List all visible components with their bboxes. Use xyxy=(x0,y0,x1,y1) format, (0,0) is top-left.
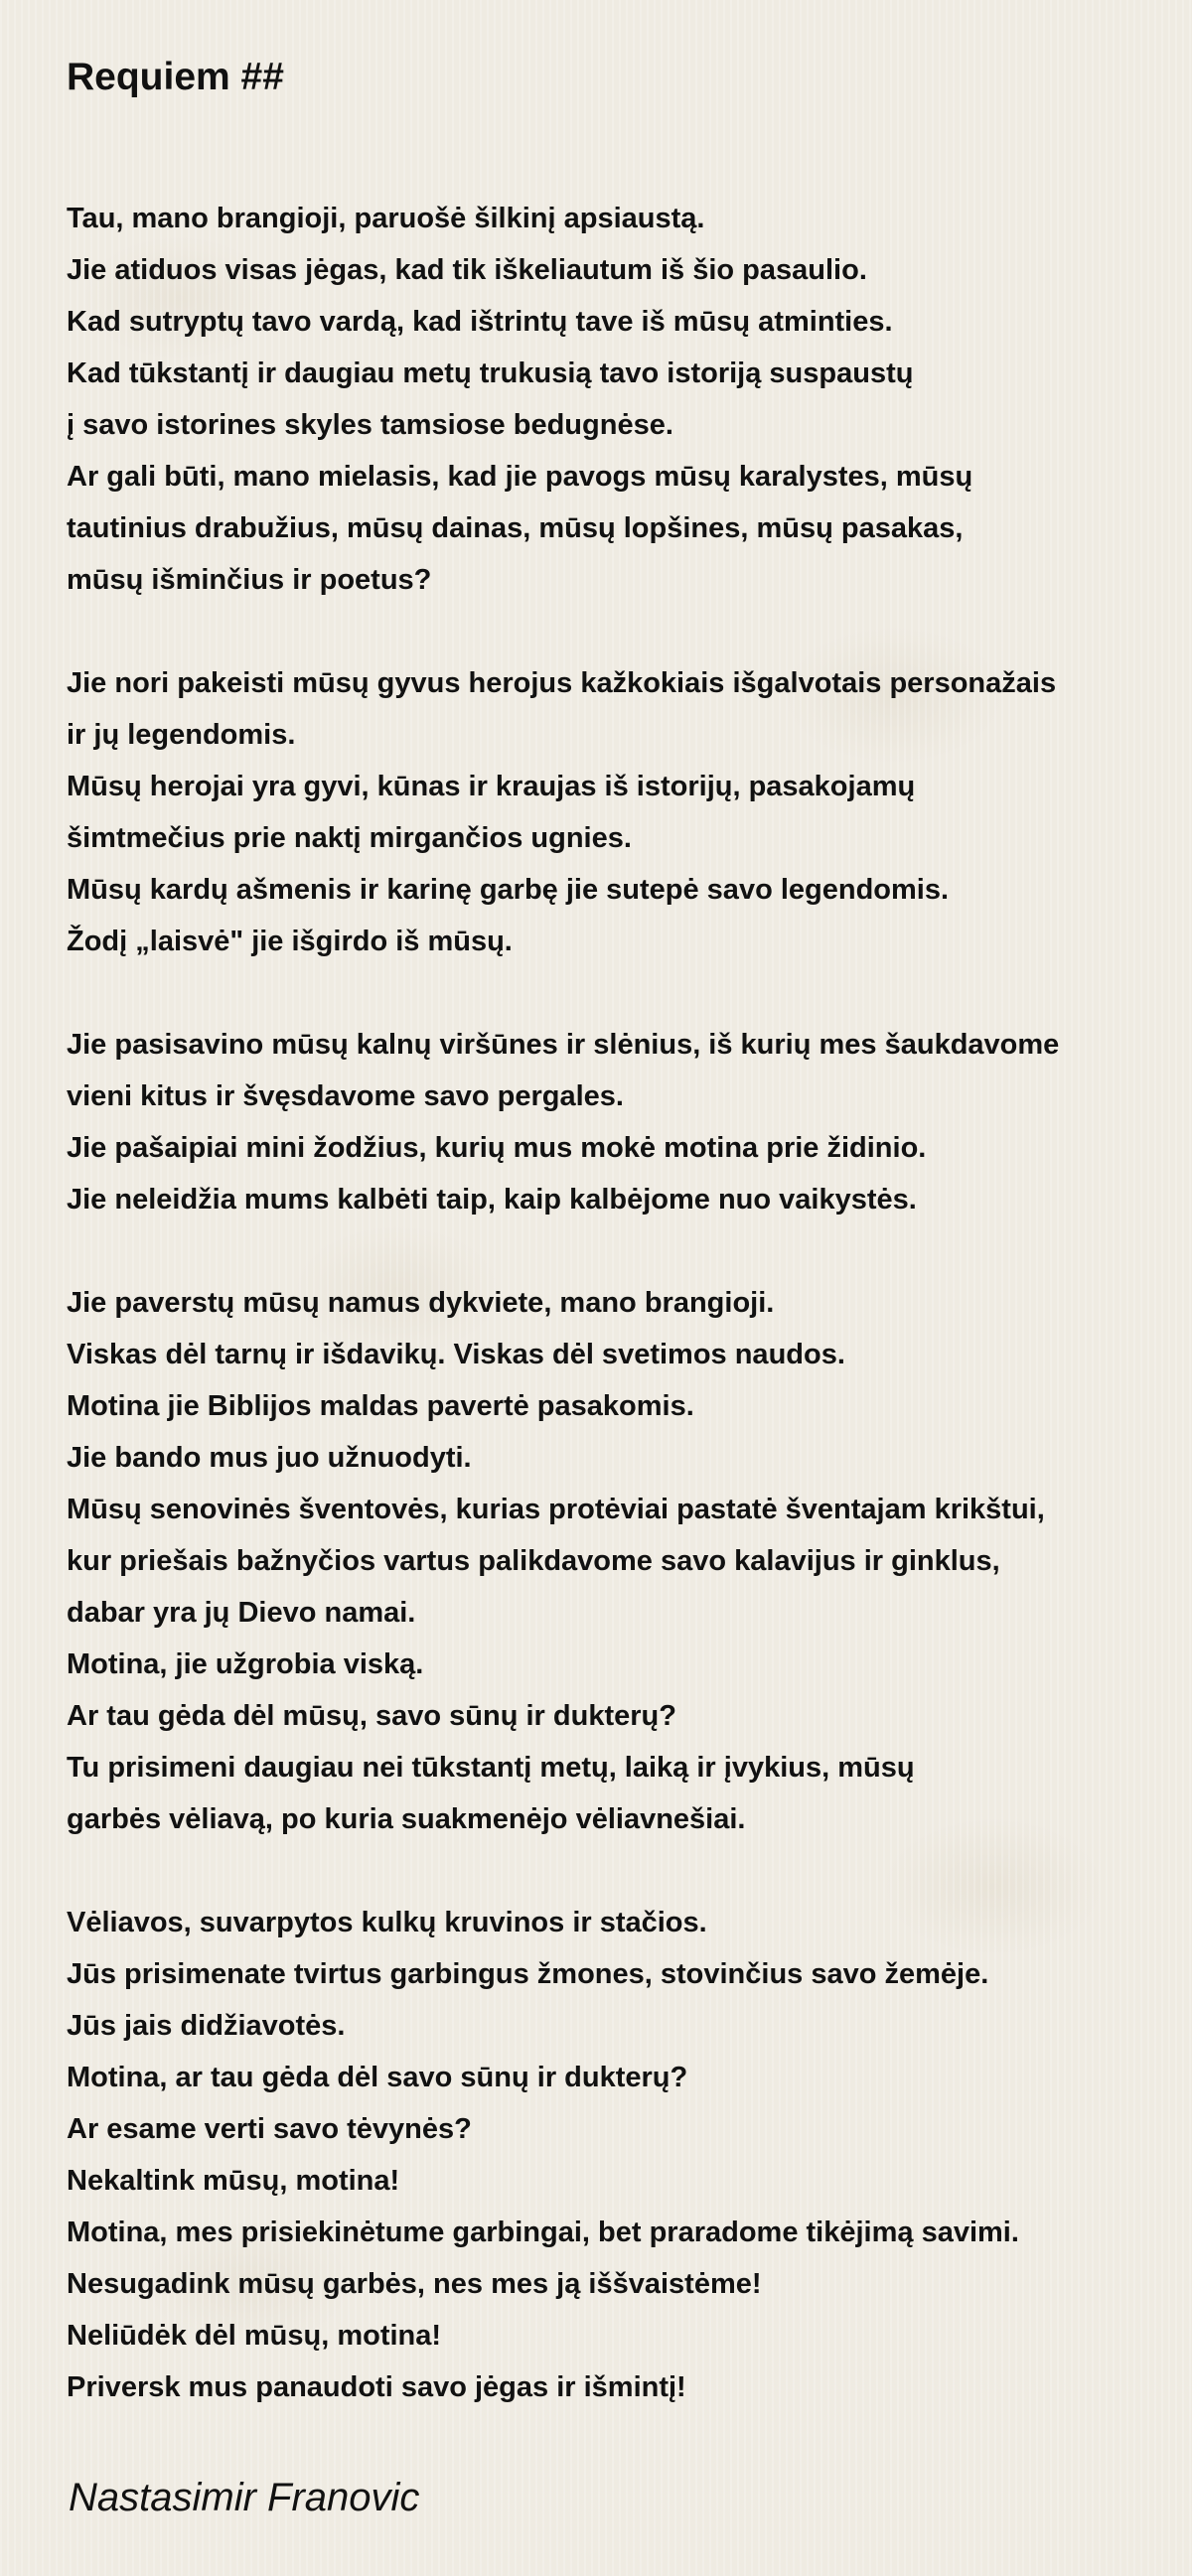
poem-body xyxy=(67,193,1184,2413)
poem-line: Jie nori pakeisti mūsų gyvus herojus kažkokiais išgalvotais personažais xyxy=(67,667,1057,699)
stanza xyxy=(67,1277,1184,1845)
poem-line: vieni kitus ir švęsdavome savo pergales. xyxy=(67,1080,624,1112)
poem-line: Jie bando mus juo užnuodyti. xyxy=(67,1442,472,1474)
poem-line: Mūsų herojai yra gyvi, kūnas ir kraujas iš istorijų, pasakojamų xyxy=(67,771,916,802)
poem-line: į savo istorines skyles tamsiose bedugnėse. xyxy=(67,409,673,441)
poem-line: Tau, mano brangioji, paruošė šilkinį apsiaustą. xyxy=(67,203,705,234)
poem-line: Jie paverstų mūsų namus dykviete, mano brangioji. xyxy=(67,1287,775,1319)
poem-line: dabar yra jų Dievo namai. xyxy=(67,1597,416,1629)
poem-line: Motina jie Biblijos maldas pavertė pasakomis. xyxy=(67,1390,694,1422)
poem-line: šimtmečius prie naktį mirgančios ugnies. xyxy=(67,822,632,854)
poem-line: Nekaltink mūsų, motina! xyxy=(67,2165,400,2197)
poem-line: Motina, jie užgrobia viską. xyxy=(67,1648,424,1680)
poem-line: Kad sutryptų tavo vardą, kad ištrintų tave iš mūsų atminties. xyxy=(67,306,893,338)
poem-line: Nesugadink mūsų garbės, nes mes ją iššvaistėme! xyxy=(67,2268,762,2300)
poem-line: Jie atiduos visas jėgas, kad tik iškeliautum iš šio pasaulio. xyxy=(67,254,867,286)
poem-line: Motina, mes prisiekinėtume garbingai, bet praradome tikėjimą savimi. xyxy=(67,2217,1019,2248)
poem-line: Jie neleidžia mums kalbėti taip, kaip kalbėjome nuo vaikystės. xyxy=(67,1184,917,1216)
poem-line: garbės vėliavą, po kuria suakmenėjo vėliavnešiai. xyxy=(67,1803,746,1835)
poem-line: Mūsų kardų ašmenis ir karinę garbę jie sutepė savo legendomis. xyxy=(67,874,950,906)
poem-line: Motina, ar tau gėda dėl savo sūnų ir dukterų? xyxy=(67,2062,688,2093)
poem-line: Viskas dėl tarnų ir išdavikų. Viskas dėl svetimos naudos. xyxy=(67,1339,845,1370)
poem-line: Neliūdėk dėl mūsų, motina! xyxy=(67,2320,442,2352)
poem-line: tautinius drabužius, mūsų dainas, mūsų lopšines, mūsų pasakas, xyxy=(67,512,964,544)
poem-line: Jūs jais didžiavotės. xyxy=(67,2010,346,2042)
stanza xyxy=(67,657,1184,967)
poem-line: Ar esame verti savo tėvynės? xyxy=(67,2113,472,2145)
poem-line: ir jų legendomis. xyxy=(67,719,296,751)
poem-title: Requiem ## xyxy=(67,56,284,98)
stanza xyxy=(67,193,1184,606)
poem-line: Jie pašaipiai mini žodžius, kurių mus mokė motina prie židinio. xyxy=(67,1132,927,1164)
poem-line: Jie pasisavino mūsų kalnų viršūnes ir slėnius, iš kurių mes šaukdavome xyxy=(67,1029,1060,1061)
poem-line: kur priešais bažnyčios vartus palikdavome savo kalavijus ir ginklus, xyxy=(67,1545,1000,1577)
poem-line: Priversk mus panaudoti savo jėgas ir išmintį! xyxy=(67,2371,686,2403)
poem-author: Nastasimir Franovic xyxy=(69,2476,420,2519)
poem-line: Žodį „laisvė" jie išgirdo iš mūsų. xyxy=(67,926,513,957)
poem-line: Mūsų senovinės šventovės, kurias protėviai pastatė šventajam krikštui, xyxy=(67,1494,1045,1525)
stanza xyxy=(67,1897,1184,2413)
poem-line: Tu prisimeni daugiau nei tūkstantį metų, laiką ir įvykius, mūsų xyxy=(67,1752,915,1784)
poem-line: mūsų išminčius ir poetus? xyxy=(67,564,432,596)
poem-line: Kad tūkstantį ir daugiau metų trukusią tavo istoriją suspaustų xyxy=(67,358,914,389)
poem-line: Ar tau gėda dėl mūsų, savo sūnų ir dukterų? xyxy=(67,1700,676,1732)
poem-line: Vėliavos, suvarpytos kulkų kruvinos ir stačios. xyxy=(67,1907,707,1938)
stanza xyxy=(67,1019,1184,1225)
poem-line: Ar gali būti, mano mielasis, kad jie pavogs mūsų karalystes, mūsų xyxy=(67,461,973,493)
poem-line: Jūs prisimenate tvirtus garbingus žmones, stovinčius savo žemėje. xyxy=(67,1958,989,1990)
